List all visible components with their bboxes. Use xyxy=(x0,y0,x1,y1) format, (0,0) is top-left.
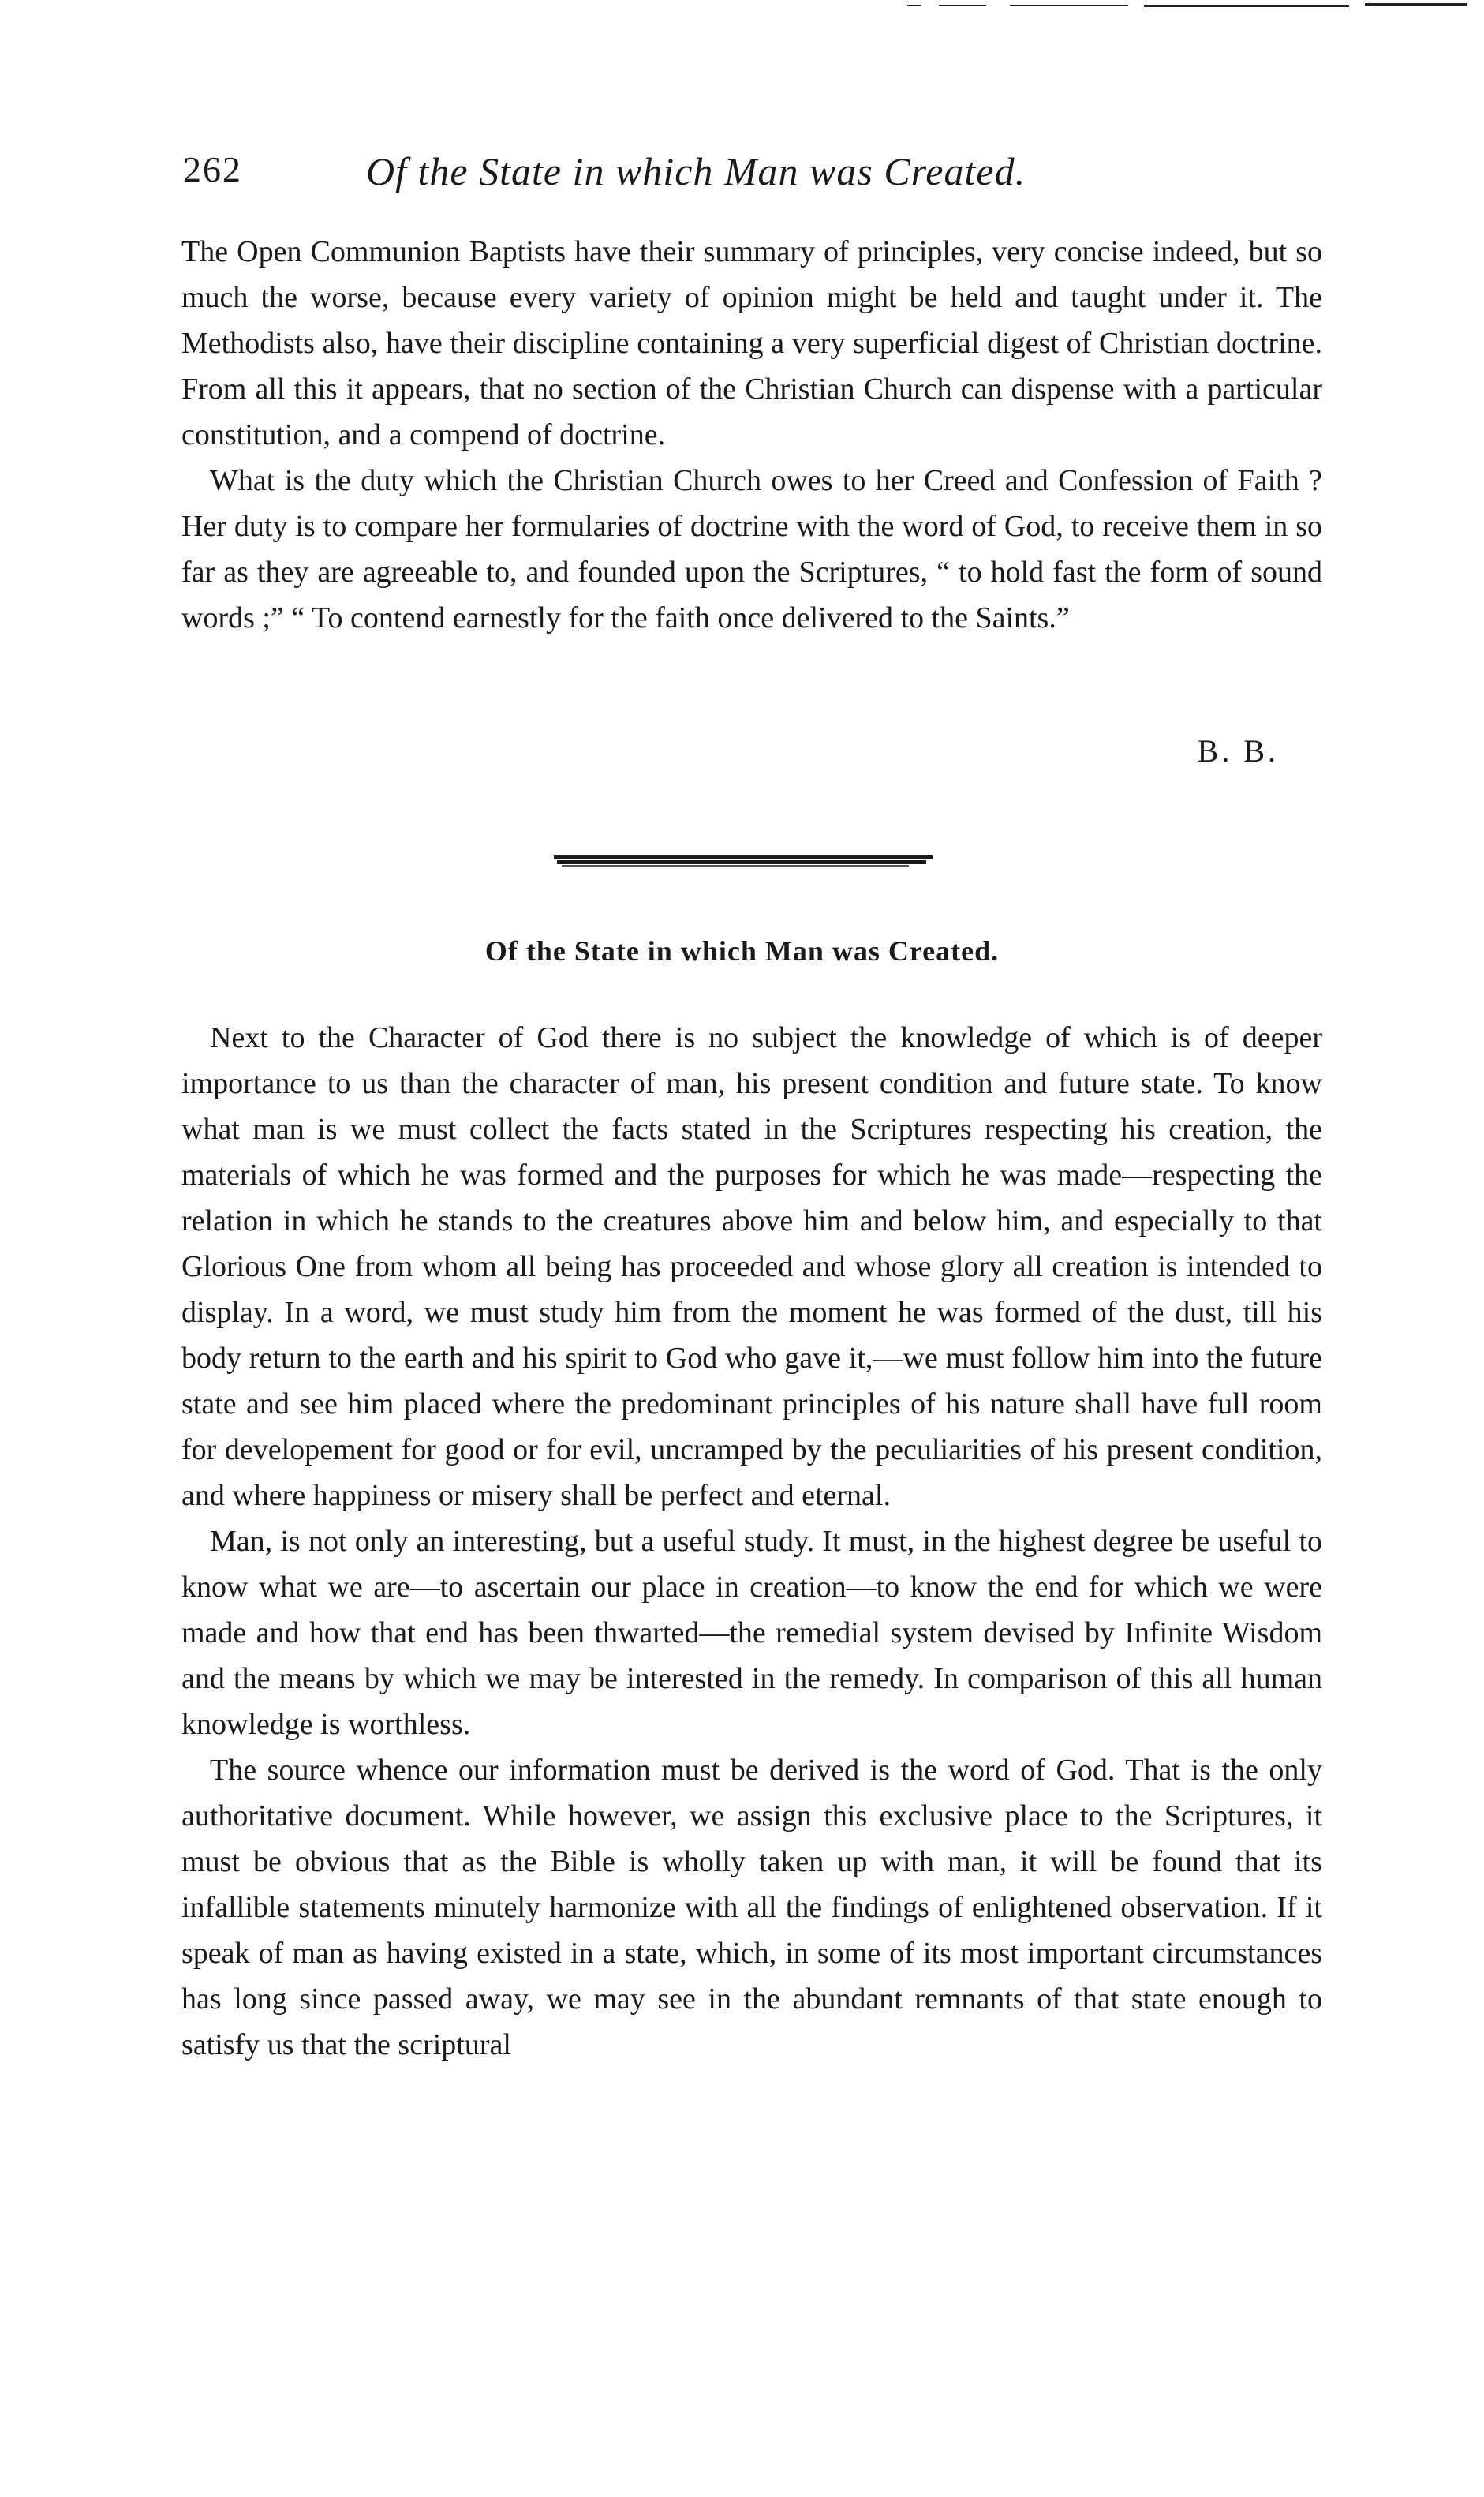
paragraph: Man, is not only an interesting, but a useful study. It must, in the highest degree be useful to know what we are—to ascertain our place in creation—to know the end for which we were made and how that end has been thwarted—the remedial system devised by Infinite Wisdom and the means by which we may be interested in the remedy. In comparison of this all human knowledge is worthless. xyxy=(181,1525,1322,1741)
article-title: Of the State in which Man was Created. xyxy=(484,935,1000,967)
article-body xyxy=(181,1015,1322,2068)
paragraph: The Open Communion Baptists have their summary of principles, very concise indeed, but so much the worse, because every variety of opinion might be held and taught under it. The Methodists also, have their discipline containing a very superficial digest of Christian doctrine. From all this it appears, that no section of the Christian Church can dispense with a particular constitution, and a compend of doctrine. xyxy=(181,235,1322,451)
running-head: Of the State in which Man was Created. xyxy=(366,149,1026,193)
section-divider xyxy=(554,855,933,867)
paragraph: Next to the Character of God there is no subject the knowledge of which is of deeper importance to us than the character of man, his present condition and future state. To know what man is we must collect the facts stated in the Scriptures respecting his creation, the materials of which he was formed and the purposes for which he was made—respecting the relation in which he stands to the creatures above him and below him, and especially to that Glorious One from whom all being has proceeded and whose glory all creation is intended to display. In a word, we must study him from the moment he was formed of the dust, till his body return to the earth and his spirit to God who gave it,—we must follow him into the future state and see him placed where the predominant principles of his nature shall have full room for developement for good or for evil, uncramped by the peculiarities of his present condition, and where happiness or misery shall be perfect and eternal. xyxy=(181,1021,1322,1512)
paragraph: The source whence our information must be derived is the word of God. That is the only authoritative document. While however, we assign this exclusive place to the Scriptures, it must be obvious that as the Bible is wholly taken up with man, it will be found that its infallible statements minutely harmonize with all the findings of enlightened observation. If it speak of man as having existed in a state, which, in some of its most important circumstances has long since passed away, we may see in the abundant remnants of that state enough to satisfy us that the scriptural xyxy=(181,1754,1322,2061)
previous-article-text xyxy=(181,229,1322,641)
page-header xyxy=(183,148,1335,204)
paragraph: What is the duty which the Christian Church owes to her Creed and Confession of Faith ? Her duty is to compare her formularies of doctrine with the word of God, to receive them in so far as they are agreeable to, and founded upon the Scriptures, “ to hold fast the form of sound words ;” “ To contend earnestly for the faith once delivered to the Saints.” xyxy=(181,464,1322,635)
scan-edge-marks xyxy=(907,0,1475,11)
author-signature: B. B. xyxy=(1197,733,1279,769)
page-number: 262 xyxy=(183,149,242,189)
